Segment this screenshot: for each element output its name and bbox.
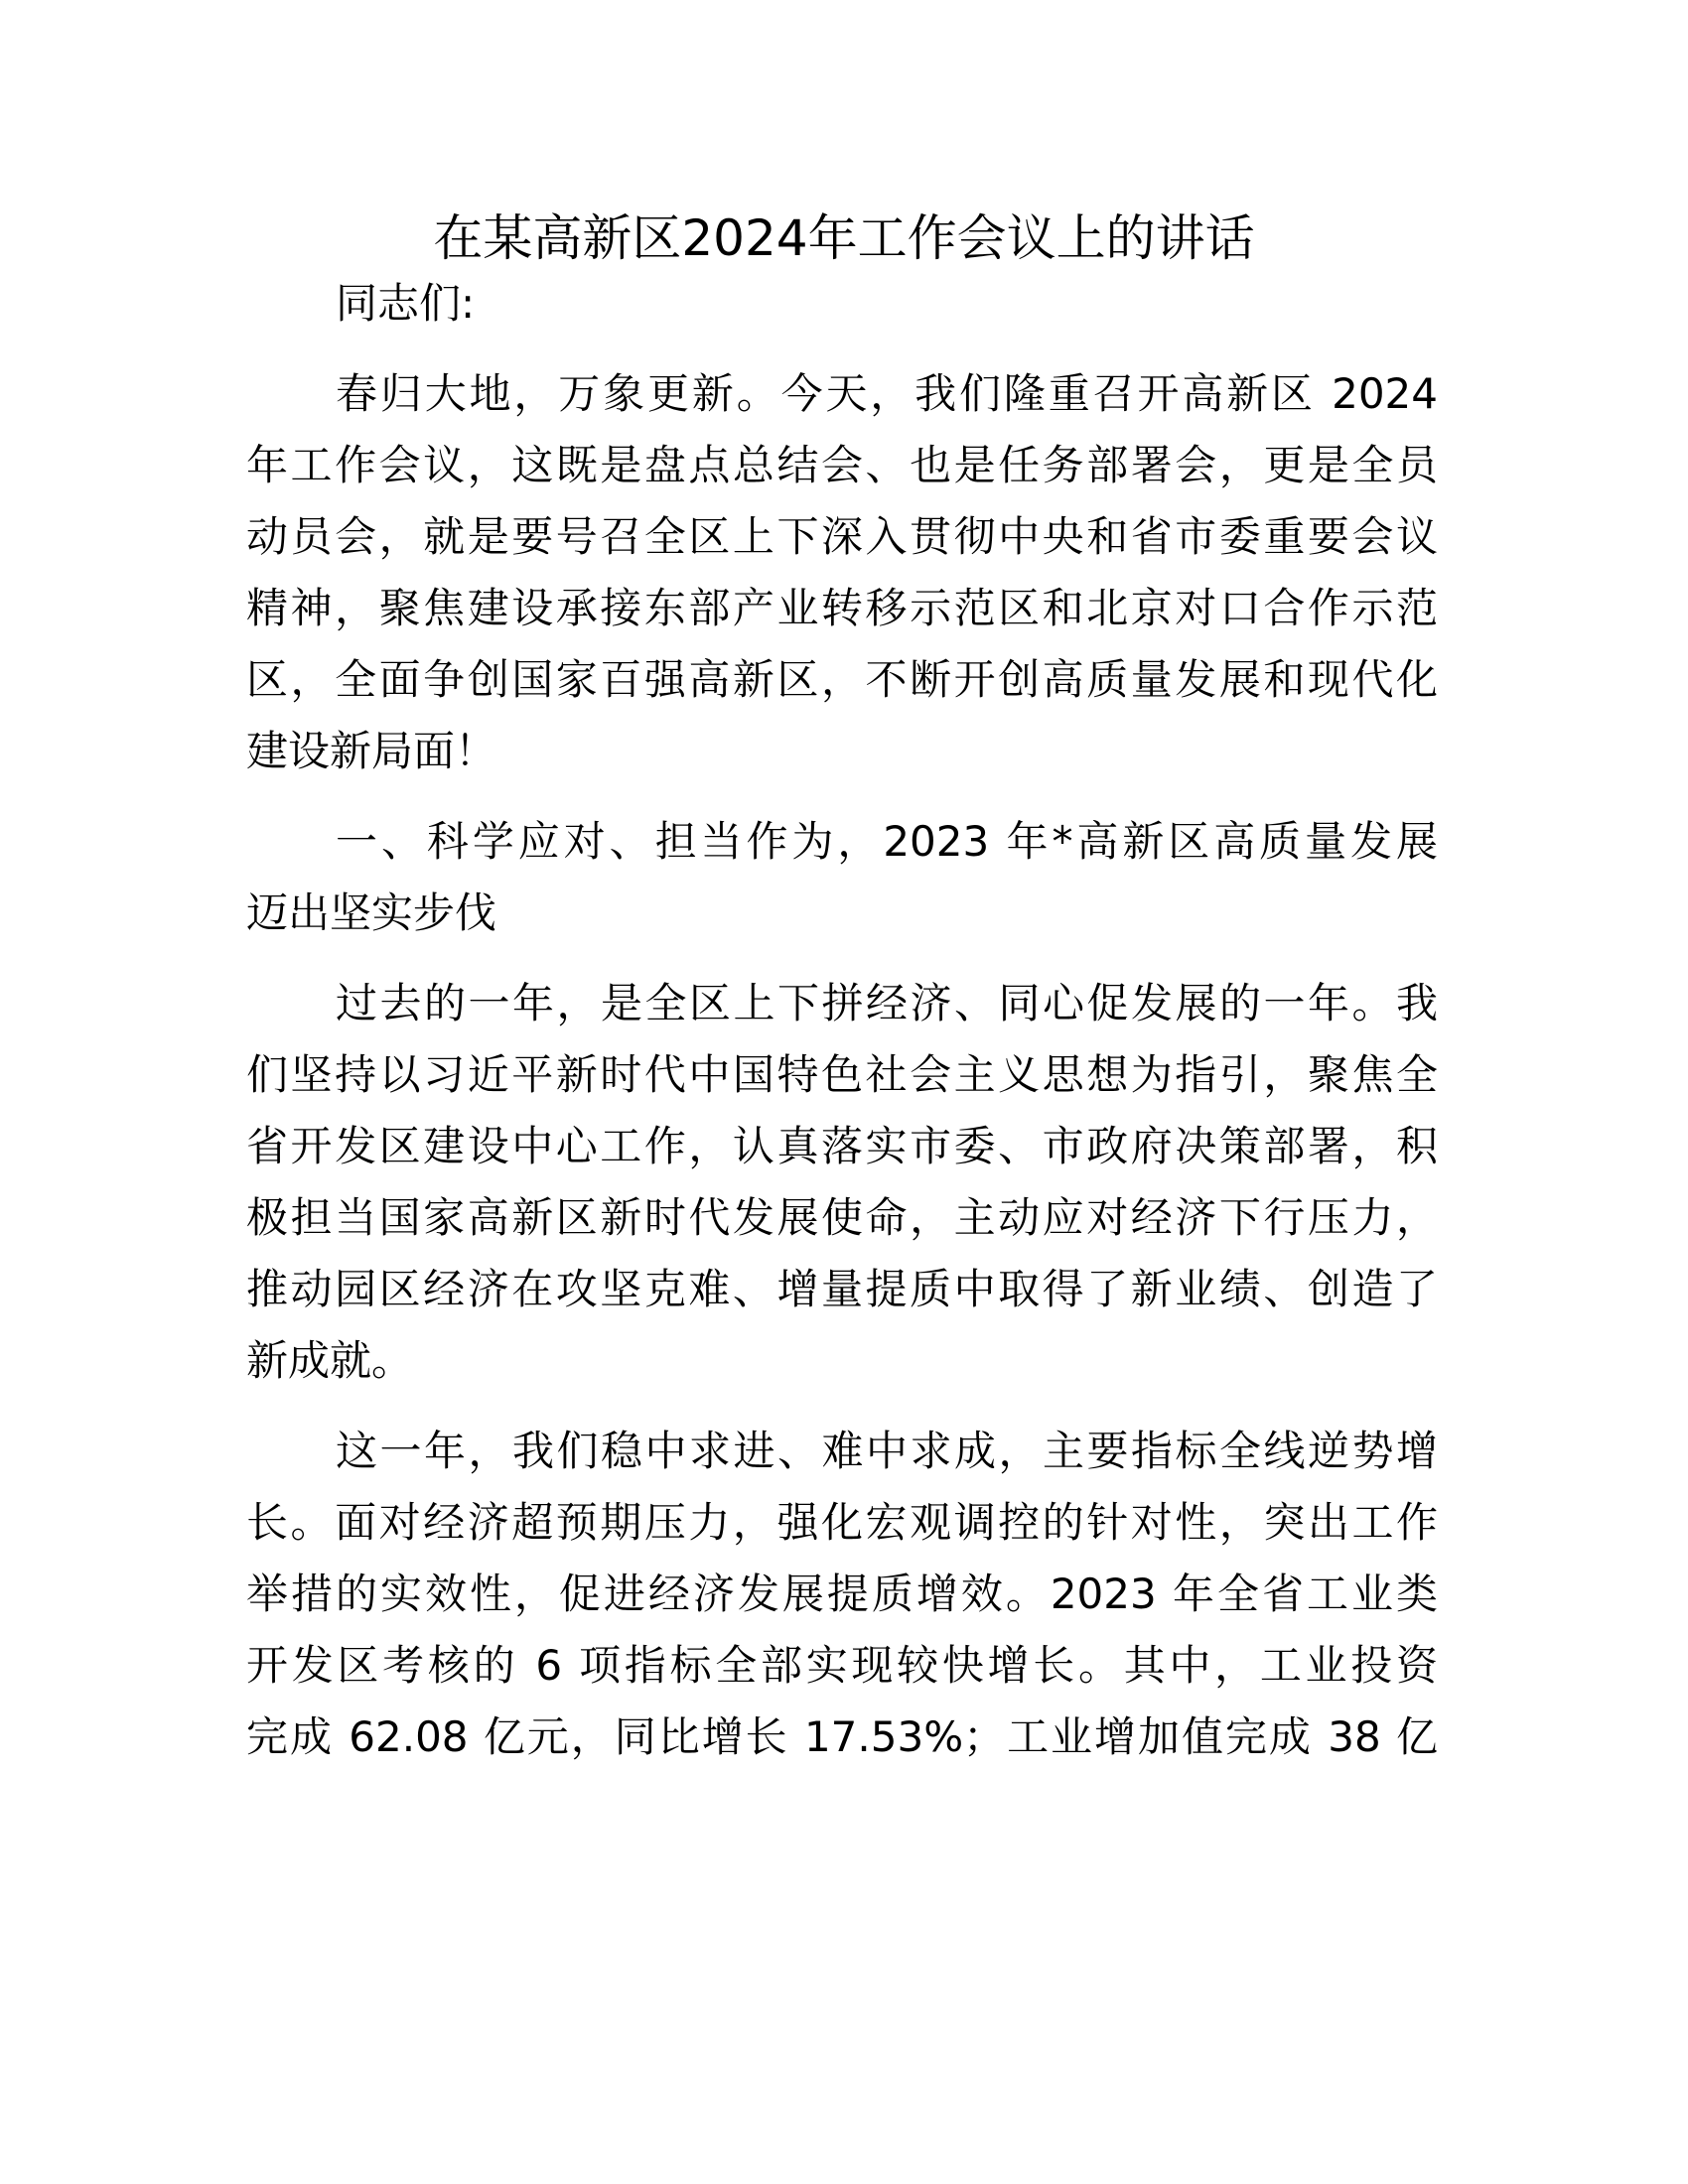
text-line: 这一年，我们稳中求进、难中求成，主要指标全线逆势增 xyxy=(336,1427,1438,1475)
text-line: 举措的实效性，促进经济发展提质增效。2023 年全省工业类 xyxy=(246,1570,1438,1618)
text-line: 区，全面争创国家百强高新区，不断开创高质量发展和现代化 xyxy=(246,655,1438,704)
text-line: 建设新局面！ xyxy=(246,727,497,775)
text-line: 过去的一年，是全区上下拼经济、同心促发展的一年。我 xyxy=(336,979,1438,1027)
document-title: 在某高新区2024年工作会议上的讲话 xyxy=(433,209,1255,267)
text-line: 动员会，就是要号召全区上下深入贯彻中央和省市委重要会议 xyxy=(246,512,1438,561)
text-line: 开发区考核的 6 项指标全部实现较快增长。其中，工业投资 xyxy=(246,1641,1438,1690)
text-line: 年工作会议，这既是盘点总结会、也是任务部署会，更是全员 xyxy=(246,441,1438,489)
text-line: 长。面对经济超预期压力，强化宏观调控的针对性，突出工作 xyxy=(246,1498,1438,1547)
paragraph-indicators xyxy=(246,1416,1438,1773)
text-line: 完成 62.08 亿元，同比增长 17.53%；工业增加值完成 38 亿 xyxy=(246,1712,1438,1761)
text-line: 精神，聚焦建设承接东部产业转移示范区和北京对口合作示范 xyxy=(246,584,1438,632)
text-line: 新成就。 xyxy=(246,1336,414,1385)
text-line: 同志们: xyxy=(336,279,476,328)
paragraph-greeting xyxy=(246,268,1438,340)
paragraph-opening xyxy=(246,358,1438,787)
text-line: 春归大地，万象更新。今天，我们隆重召开高新区 2024 xyxy=(336,369,1438,418)
document-body xyxy=(246,268,1438,1792)
text-line: 省开发区建设中心工作，认真落实市委、市政府决策部署，积 xyxy=(246,1122,1438,1170)
text-line: 推动园区经济在攻坚克难、增量提质中取得了新业绩、创造了 xyxy=(246,1265,1438,1313)
section-heading-1 xyxy=(246,806,1438,949)
text-line: 一、科学应对、担当作为，2023 年*高新区高质量发展 xyxy=(336,817,1438,866)
text-line: 迈出坚实步伐 xyxy=(246,888,497,937)
text-line: 极担当国家高新区新时代发展使命，主动应对经济下行压力， xyxy=(246,1193,1438,1242)
paragraph-review xyxy=(246,968,1438,1397)
text-line: 们坚持以习近平新时代中国特色社会主义思想为指引，聚焦全 xyxy=(246,1050,1438,1099)
